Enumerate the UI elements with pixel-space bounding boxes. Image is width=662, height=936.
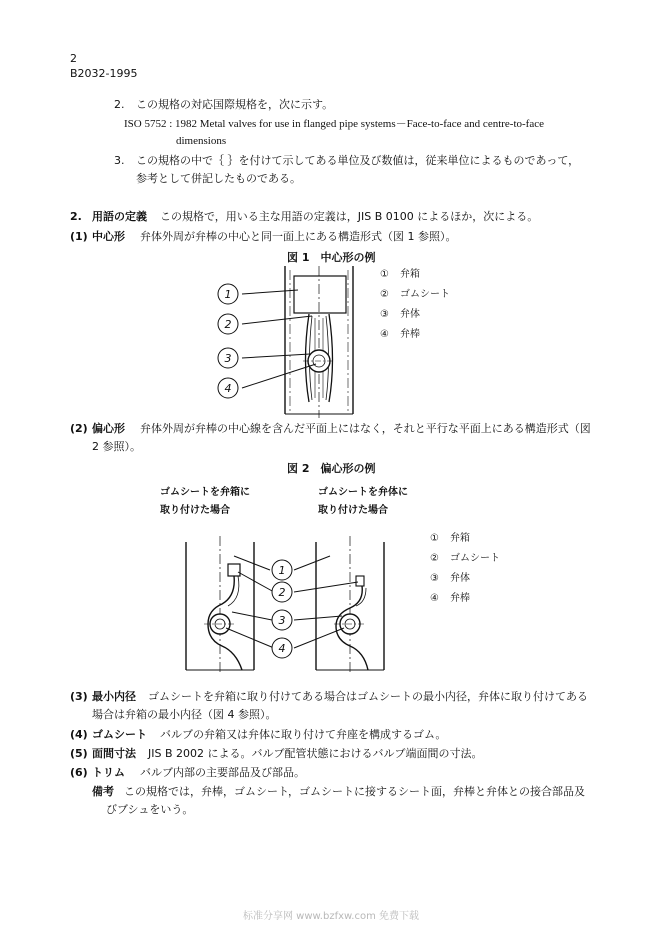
figure-1-callout-1: 1 bbox=[224, 288, 232, 301]
term-2-line-2: 2 参照）。 bbox=[92, 440, 141, 453]
note-2-number: 2. bbox=[114, 98, 125, 111]
figure-1-legend-label-4: 弁棒 bbox=[400, 329, 420, 340]
iso-reference-line-1: ISO 5752 : 1982 Metal valves for use in flanged pipe systems－Face-to-face and centre-to-face bbox=[124, 118, 544, 130]
figure-1-callout-3: 3 bbox=[224, 352, 232, 365]
figure-2-drawing bbox=[182, 536, 392, 676]
section-2-text: この規格で，用いる主な用語の定義は，JIS B 0100 によるほか，次による。 bbox=[160, 210, 539, 223]
term-1-term: 中心形 bbox=[92, 230, 125, 243]
note-3-line-1: この規格の中で｛ ｝を付けて示してある単位及び数値は，従来単位によるものであって， bbox=[136, 154, 580, 167]
page-number: 2 bbox=[70, 52, 77, 65]
term-5-text: JIS B 2002 による。バルブ配管状態におけるバルブ端面間の寸法。 bbox=[148, 747, 483, 760]
figure-2-legend-mark-4: ④ bbox=[430, 593, 439, 604]
section-2-title: 用語の定義 bbox=[92, 210, 147, 223]
figure-2-right-label-1: ゴムシートを弁体に bbox=[318, 487, 408, 498]
note-3-line-2: 参考として併記したものである。 bbox=[136, 172, 301, 185]
figure-2-legend-label-4: 弁棒 bbox=[450, 593, 470, 604]
term-4-number: (4) bbox=[70, 728, 88, 741]
note-2-text: この規格の対応国際規格を，次に示す。 bbox=[136, 98, 334, 111]
figure-2-legend-mark-3: ③ bbox=[430, 573, 439, 584]
term-2-number: (2) bbox=[70, 422, 88, 435]
term-5-number: (5) bbox=[70, 747, 88, 760]
figure-2-legend-label-2: ゴムシート bbox=[450, 553, 500, 564]
figure-1-legend-mark-1: ① bbox=[380, 269, 389, 280]
section-2-number: 2. bbox=[70, 210, 82, 223]
term-4-term: ゴムシート bbox=[92, 728, 147, 741]
figure-2-left-label-2: 取り付けた場合 bbox=[160, 505, 230, 516]
remark-line-1: この規格では，弁棒，ゴムシート，ゴムシートに接するシート面，弁棒と弁体との接合部品及 bbox=[124, 785, 586, 798]
term-2-term: 偏心形 bbox=[92, 422, 125, 435]
figure-1-legend-mark-3: ③ bbox=[380, 309, 389, 320]
figure-1-caption: 図 1 中心形の例 bbox=[287, 251, 376, 264]
standard-code: B2032-1995 bbox=[70, 67, 138, 80]
term-5-term: 面間寸法 bbox=[92, 747, 136, 760]
term-6-term: トリム bbox=[92, 766, 125, 779]
figure-1-legend-mark-2: ② bbox=[380, 289, 389, 300]
term-4-text: バルブの弁箱又は弁体に取り付けて弁座を構成するゴム。 bbox=[160, 728, 447, 741]
figure-2-callout-4: 4 bbox=[278, 642, 286, 655]
figure-2-callout-1: 1 bbox=[278, 564, 286, 577]
figure-1-callout-4: 4 bbox=[224, 382, 232, 395]
figure-2-legend-mark-1: ① bbox=[430, 533, 439, 544]
figure-2-legend-mark-2: ② bbox=[430, 553, 439, 564]
figure-2-legend-label-1: 弁箱 bbox=[450, 533, 470, 544]
footer-watermark: 标准分享网 www.bzfxw.com 免费下载 bbox=[243, 911, 419, 922]
term-2-line-1: 弁体外周が弁棒の中心線を含んだ平面上にはなく，それと平行な平面上にある構造形式（図 bbox=[140, 422, 591, 435]
term-3-number: (3) bbox=[70, 690, 88, 703]
figure-1-legend-label-2: ゴムシート bbox=[400, 289, 450, 300]
note-3-number: 3. bbox=[114, 154, 125, 167]
figure-2-left-label-1: ゴムシートを弁箱に bbox=[160, 487, 250, 498]
remark-line-2: びブシュをいう。 bbox=[106, 803, 194, 816]
iso-reference-line-2: dimensions bbox=[176, 135, 227, 147]
term-6-text: バルブ内部の主要部品及び部品。 bbox=[140, 766, 305, 779]
figure-1-legend-mark-4: ④ bbox=[380, 329, 389, 340]
figure-1-legend-label-3: 弁体 bbox=[400, 309, 420, 320]
figure-1-legend-label-1: 弁箱 bbox=[400, 269, 420, 280]
figure-2-right-label-2: 取り付けた場合 bbox=[318, 505, 388, 516]
figure-2-caption: 図 2 偏心形の例 bbox=[287, 462, 376, 475]
term-1-number: (1) bbox=[70, 230, 88, 243]
term-3-term: 最小内径 bbox=[92, 690, 136, 703]
term-6-number: (6) bbox=[70, 766, 88, 779]
figure-1-callout-2: 2 bbox=[224, 318, 232, 331]
term-1-text: 弁体外周が弁棒の中心と同一面上にある構造形式（図 1 参照）。 bbox=[140, 230, 457, 243]
term-3-line-1: ゴムシートを弁箱に取り付けてある場合はゴムシートの最小内径，弁体に取り付けてある bbox=[148, 690, 588, 703]
figure-2-callout-3: 3 bbox=[278, 614, 286, 627]
term-3-line-2: 場合は弁箱の最小内径（図 4 参照）。 bbox=[92, 708, 277, 721]
figure-2-callout-2: 2 bbox=[278, 586, 286, 599]
remark-label: 備考 bbox=[92, 785, 114, 798]
figure-2-legend-label-3: 弁体 bbox=[450, 573, 470, 584]
figure-1-drawing bbox=[206, 266, 386, 426]
